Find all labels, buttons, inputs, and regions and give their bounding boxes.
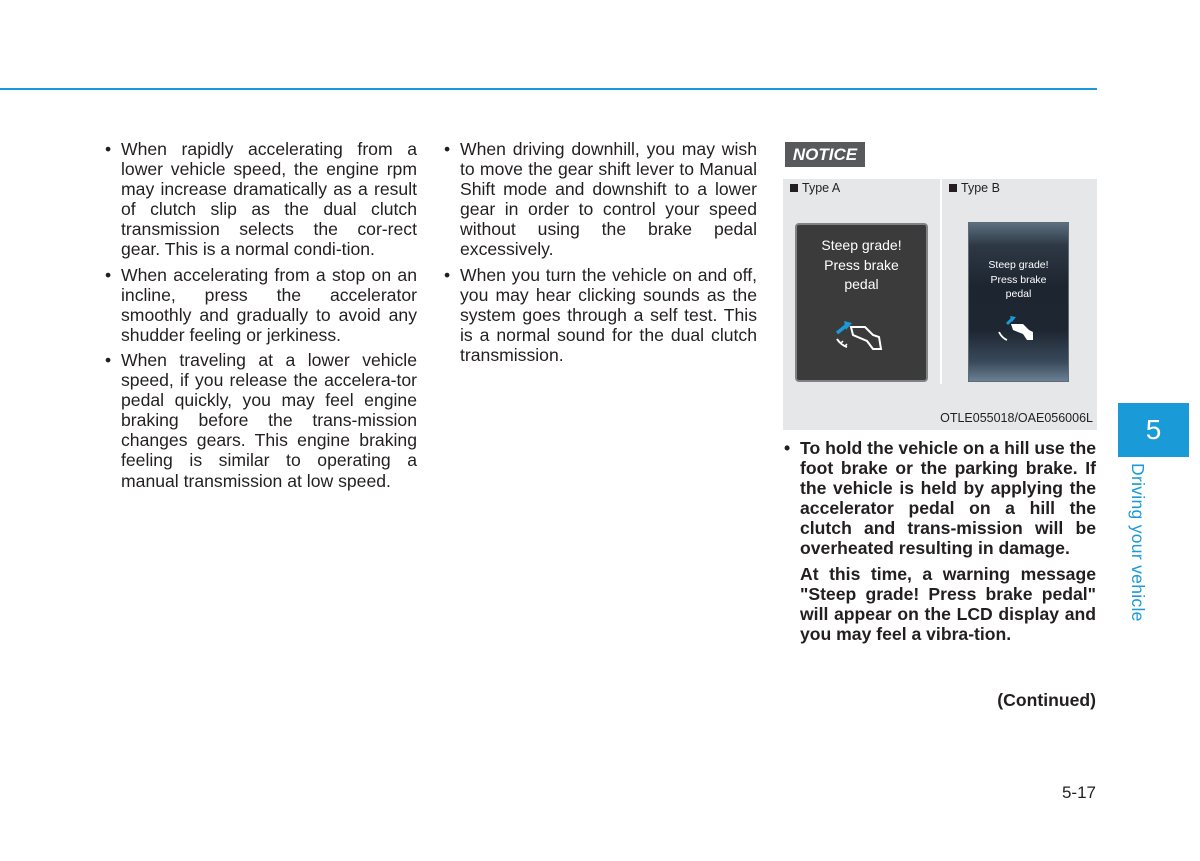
chapter-tab [1118, 403, 1189, 457]
continued-label: (Continued) [997, 690, 1096, 710]
list-item: • To hold the vehicle on a hill use the foot brake or the parking brake. If the vehicle is held by applying the accelerator pedal on a hill the clutch and trans-mission will be overheated resulting in damage. [783, 438, 1096, 559]
notice-text-column [783, 438, 1096, 644]
left-bullet-list [104, 139, 417, 491]
type-b-text: Type B [961, 181, 1000, 195]
middle-column [443, 139, 757, 370]
list-item: • When you turn the vehicle on and off, you may hear clicking sounds as the system goes through a self test. This is a normal sound for the dual clutch transmission. [443, 265, 757, 365]
figure-caption: OTLE055018/OAE056006L [940, 411, 1093, 425]
brake-pedal-icon [833, 313, 889, 353]
notice-bullet-list [783, 438, 1096, 559]
type-a-text: Type A [802, 181, 841, 195]
type-a-label [790, 180, 840, 196]
figure-divider [940, 179, 942, 384]
type-b-warning-message [969, 258, 1068, 302]
page-number: 5-17 [1061, 783, 1096, 802]
list-item: • When driving downhill, you may wish to move the gear shift lever to Manual Shift mode and downshift to a lower gear in order to control your speed without using the brake pedal excessively. [443, 139, 757, 260]
square-bullet-icon [949, 184, 957, 192]
notice-label: NOTICE [785, 142, 865, 167]
type-a-lcd-screen [795, 223, 928, 382]
square-bullet-icon [790, 184, 798, 192]
message-line: Press brake [824, 256, 899, 273]
message-line: Press brake [990, 273, 1047, 286]
notice-paragraph: At this time, a warning message "Steep grade! Press brake pedal" will appear on the LCD display and you may feel a vibra-tion. [800, 563, 1096, 644]
list-item: • When accelerating from a stop on an incline, press the accelerator smoothly and gradually to avoid any shudder feeling or jerkiness. [104, 265, 417, 345]
type-a-warning-message [797, 236, 926, 295]
list-item: • When rapidly accelerating from a lower vehicle speed, the engine rpm may increase dramatically as a result of clutch slip as the dual clutch transmission selects the cor-rect gear. This is a normal condi-tion. [104, 139, 417, 260]
brake-pedal-icon [995, 314, 1041, 344]
list-item: • When traveling at a lower vehicle speed, if you release the accelera-tor pedal quickly, you may feel engine braking before the trans-mission changes gears. This engine braking feeling is similar to operating a manual transmission at low speed. [104, 350, 417, 491]
type-b-lcd-screen [968, 222, 1069, 382]
header-rule [0, 88, 1097, 90]
message-line: Steep grade! [821, 237, 902, 253]
middle-bullet-list [443, 139, 757, 365]
message-line: Steep grade! [988, 259, 1049, 271]
left-column [104, 139, 417, 496]
message-line: pedal [1005, 288, 1032, 300]
message-line: pedal [844, 276, 879, 292]
chapter-number: 5 [1145, 414, 1162, 445]
chapter-title: Driving your vehicle [1128, 463, 1148, 622]
warning-display-figure [783, 179, 1097, 430]
type-b-label [949, 180, 1000, 196]
